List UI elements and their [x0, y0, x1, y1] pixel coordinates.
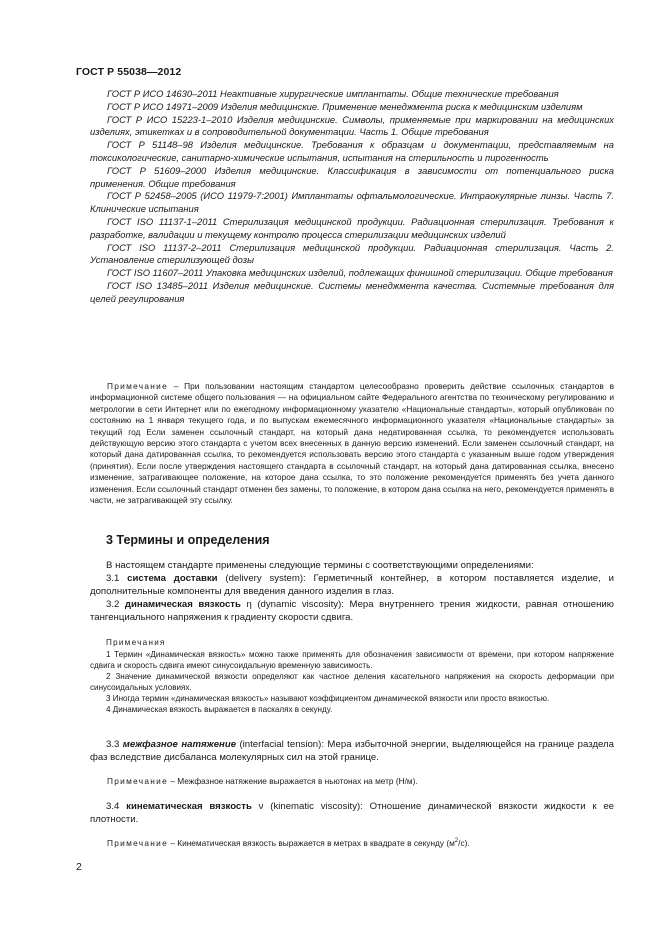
- section-intro: В настоящем стандарте применены следующие термины с соответствующими определениями:: [106, 560, 534, 571]
- reference-item: ГОСТ Р 51148–98 Изделия медицинские. Требования к образцам и документации, представляемым на токсикологические, санитарно-химические испытания, испытания на стерильность и пирогенность: [90, 139, 614, 163]
- references-note: [90, 381, 614, 506]
- term-definition: ν (kinematic viscosity): Отношение динамической вязкости жидкости к ее плотности.: [90, 801, 614, 825]
- note-text-end: /c).: [458, 838, 470, 848]
- reference-item: ГОСТ Р 51609–2000 Изделия медицинские. Классификация в зависимости от потенциального риска применения. Общие требования: [90, 164, 614, 189]
- term-number: 3.4: [106, 801, 127, 812]
- reference-item: ГОСТ ISO 11137-1–2011 Стерилизация медицинской продукции. Радиационная стерилизация. Требования к разработке, валидации и текущему контролю процесса стерилизации медицинских изделий: [90, 215, 614, 240]
- note-item: 1 Термин «Динамическая вязкость» можно также применять для обозначения зависимости от времени, при котором напряжение сдвига и скорость сдвига имеют синусоидальную временную зависимость.: [90, 650, 614, 670]
- term-3-2: [90, 599, 614, 625]
- reference-item: ГОСТ Р ИСО 15223-1–2010 Изделия медицинские. Символы, применяемые при маркировании на медицинских изделиях, этикетках и в сопроводительной документации. Часть 1. Общие требования: [90, 113, 614, 138]
- term-number: 3.1: [106, 573, 128, 584]
- section-heading: 3 Термины и определения: [106, 533, 270, 547]
- note-item: 2 Значение динамической вязкости определяют как частное деления касательного напряжения на скорость деформации при синусоидальных условиях.: [90, 672, 614, 692]
- term-name: система доставки: [127, 573, 218, 584]
- note-text: – Межфазное натяжение выражается в ньютонах на метр (Н/м).: [168, 776, 418, 786]
- reference-item: ГОСТ Р ИСО 14630–2011 Неактивные хирургические имплантаты. Общие технические требования: [107, 88, 559, 99]
- note-text: – При пользовании настоящим стандартом целесообразно проверить действие ссылочных стандартов в информационной системе общего пользования — на официальном сайте Федерального агентства по техническому регулированию и метрологии в сети Интернет или по ежегодному информационному указателю «Национальные стандарты», который опубликован по состоянию на 1 января текущего года, и по выпускам ежемесячного информационного указателя «Национальные стандарты» за текущий год Если заменен ссылочный стандарт, на который дана недатированная ссылка, то рекомендуется использовать действующую версию этого стандарта с учетом всех внесенных в данную версию изменений. Если заменен ссылочный стандарт, на который дана датированная ссылка, то рекомендуется использовать версию этого стандарта с указанным выше годом утверждения (принятия). Если после утверждения настоящего стандарта в ссылочный стандарт, на который дана датированная ссылка, внесено изменение, затрагивающее положение, на которое дана ссылка, то это положение рекомендуется применять без учета данного изменения. Если ссылочный стандарт отменен без замены, то положение, в котором дана ссылка на него, рекомендуется применять в части, не затрагивающей эту ссылку.: [90, 381, 614, 506]
- note-label: Примечание: [107, 838, 169, 848]
- reference-item: ГОСТ ISO 13485–2011 Изделия медицинские. Системы менеджмента качества. Системные требования для целей регулирования: [90, 279, 614, 304]
- term-3-4: [90, 801, 614, 827]
- term-definition: (delivery system): Герметичный контейнер, в котором поставляется изделие, и дополнительные компоненты для введения данного изделия в глаз.: [90, 573, 614, 597]
- note-item: 4 Динамическая вязкость выражается в паскалях в секунду.: [106, 705, 333, 714]
- document-code-header: ГОСТ Р 55038—2012: [76, 66, 182, 78]
- note-label: Примечание: [107, 381, 169, 391]
- term-name: динамическая вязкость: [124, 599, 241, 610]
- reference-item: ГОСТ Р ИСО 14971–2009 Изделия медицинские. Применение менеджмента риска к медицинским изделиям: [107, 100, 583, 112]
- notes-title: Примечания: [106, 638, 166, 647]
- note-text: – Кинематическая вязкость выражается в метрах в квадрате в секунду (м: [168, 838, 455, 848]
- term-name: кинематическая вязкость: [126, 801, 252, 812]
- superscript: 2: [454, 838, 459, 845]
- page-number: 2: [76, 861, 82, 873]
- term-3-3-note: [90, 776, 614, 787]
- note-item: 3 Иногда термин «динамическая вязкость» называют коэффициентом динамической вязкости или просто вязкостью.: [106, 694, 550, 703]
- reference-item: ГОСТ ISO 11607–2011 Упаковка медицинских изделий, подлежащих финишной стерилизации. Общие требования: [107, 267, 613, 279]
- references-list: [90, 88, 614, 306]
- term-definition: (interfacial tension): Мера избыточной энергии, выделяющейся на границе раздела фаз вследствие дисбаланса молекулярных сил на этой границе.: [90, 739, 614, 763]
- reference-item: ГОСТ Р 52458–2005 (ИСО 11979-7:2001) Имплантаты офтальмологические. Интраокулярные линзы. Часть 7. Клинические испытания: [90, 190, 614, 215]
- notes-block: [90, 637, 614, 715]
- term-name: межфазное натяжение: [122, 739, 237, 750]
- term-number: 3.3: [106, 739, 123, 750]
- reference-item: ГОСТ ISO 11137-2–2011 Стерилизация медицинской продукции. Радиационная стерилизация. Часть 2. Установление стерилизующей дозы: [90, 241, 614, 266]
- note-label: Примечание: [107, 776, 169, 786]
- term-3-4-note: [90, 838, 614, 849]
- term-definition: η (dynamic viscosity): Мера внутреннего трения жидкости, равная отношению тангенциального напряжения к градиенту скорости сдвига.: [90, 599, 614, 623]
- term-3-3: [90, 739, 614, 765]
- term-number: 3.2: [106, 599, 125, 610]
- term-3-1: [90, 573, 614, 599]
